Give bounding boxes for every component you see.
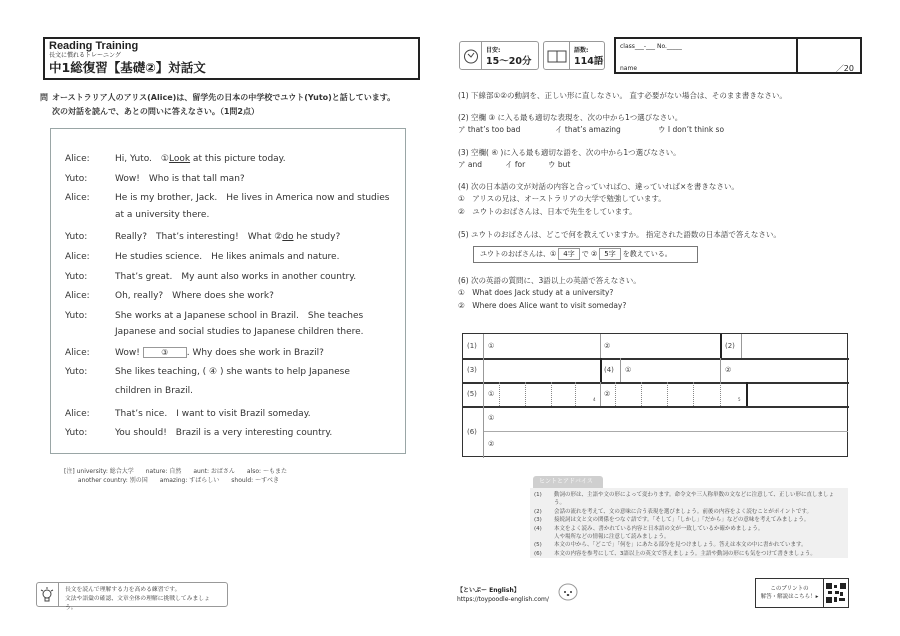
hint-item — [534, 525, 844, 533]
hint-text: 本文の中から、「どこで」「何を」にあたる部分を見つけましょう。答えは本文の中に書かれています。 — [554, 542, 807, 549]
row-6-label: (6) — [467, 428, 477, 436]
dialogue-line — [65, 249, 339, 262]
q5-post: を教えている。 — [622, 250, 672, 258]
dialogue-line — [65, 406, 311, 419]
words-label: 語数: — [574, 46, 589, 54]
q5-mid: で ② — [581, 250, 598, 258]
answer-1-1[interactable]: ① — [488, 342, 495, 350]
answer-3[interactable] — [485, 360, 599, 380]
speaker: Yuto: — [65, 310, 88, 321]
dialogue-line — [65, 229, 340, 242]
question-3: (3) 空欄( ④ )に入る最も適切な語を、次の中から1つ選びなさい。 — [458, 148, 681, 157]
question-1: (1) 下線部①②の動詞を、正しい形に直しなさい。 直す必要がない場合は、そのまま書きなさい。 — [458, 91, 787, 100]
q5-blank-1: 4字 — [558, 248, 579, 260]
line-text: That’s nice. I want to visit Brazil someday. — [115, 408, 311, 419]
vocabulary-notes — [64, 467, 287, 485]
option-a: ア and — [458, 160, 482, 169]
dialogue-line — [65, 386, 193, 396]
dialogue-line — [65, 367, 350, 377]
qr-code-icon[interactable] — [824, 579, 848, 607]
hints-title: ヒントとアドバイス — [533, 476, 603, 488]
option-u: ウ but — [548, 160, 571, 169]
time-label: 目安: — [486, 46, 501, 54]
line-text: Oh, really? Where does she work? — [115, 291, 274, 302]
line-text: Japanese and social studies to Japanese children there. — [115, 327, 364, 338]
speaker: Yuto: — [65, 173, 88, 184]
answer-qr-box[interactable] — [755, 578, 849, 608]
speaker: Alice: — [65, 252, 90, 262]
question-5-template — [473, 246, 698, 263]
line-text: He studies science. He likes animals and nature. — [115, 252, 340, 262]
title-english: Reading Training — [49, 40, 139, 52]
q5-pre: ユウトのおばさんは、① — [480, 250, 557, 258]
hint-text: 人や場所などの情報に注意して読みましょう。 — [554, 534, 670, 541]
answer-sheet — [462, 333, 848, 457]
line-text-post: . Why does she work in Brazil? — [186, 348, 324, 358]
hint-text: 会話の流れを考えて、文の意味に合う表現を選びましょう。前後の内容をよく読むことがポイントです。 — [554, 508, 812, 515]
hint-item — [534, 550, 844, 558]
underlined-verb: do — [282, 232, 294, 243]
answer-4-1[interactable]: ① — [625, 366, 632, 374]
notes-line-1: [注] university: 総合大学 nature: 自然 aunt: おばさん also: ～もまた — [64, 468, 287, 475]
instruction-line-2: 次の対話を読んで、あとの問いに答えなさい。（1問2点） — [52, 107, 259, 116]
title-subtitle: 長文に慣れるトレーニング — [49, 52, 121, 59]
brand-name: 【といぷー English】 — [457, 587, 520, 594]
char-count-5: 5 — [738, 397, 741, 402]
answer-1-2[interactable]: ② — [604, 342, 611, 350]
student-info-box — [614, 37, 862, 74]
answer-5-2[interactable]: ② — [604, 390, 611, 398]
instruction-line-1: オーストラリア人のアリス(Alice)は、留学先の日本の中学校でユウト(Yuto)と話しています。 — [52, 93, 396, 102]
dialogue-line — [65, 210, 209, 220]
speaker: Yuto: — [65, 366, 88, 377]
question-6-item-2: ② Where does Alice want to visit someday? — [458, 301, 627, 310]
row-5-label: (5) — [467, 390, 477, 398]
question-mark: 問 — [40, 93, 48, 102]
answer-5-1[interactable]: ① — [488, 390, 495, 398]
line-text: at a university there. — [115, 209, 210, 220]
question-4-item-1: ① アリスの兄は、オーストラリアの大学で勉強しています。 — [458, 194, 666, 203]
title-box — [43, 37, 420, 80]
answer-4-2[interactable]: ② — [725, 366, 732, 374]
words-value: 114語 — [574, 55, 604, 67]
title-japanese: 中1総復習【基礎②】対話文 — [49, 60, 206, 75]
brand-url[interactable]: https://toypoodle-english.com/ — [457, 596, 549, 603]
line-text: Hi, Yuto. ① — [115, 154, 169, 164]
answer-2[interactable] — [743, 336, 847, 356]
question-6: (6) 次の英語の質問に、3語以上の英語で答えなさい。 — [458, 276, 641, 285]
option-u: ウ I don’t think so — [658, 125, 725, 134]
q5-blank-2: 5字 — [599, 248, 620, 260]
hint-number: (6) — [534, 550, 542, 557]
speaker: Alice: — [65, 408, 90, 419]
line-text: Really? That’s interesting! What ② — [115, 232, 283, 243]
underlined-verb: Look — [168, 154, 191, 164]
notes-line-2: another country: 別の国 amazing: すばらしい should: ～すべき — [64, 477, 279, 484]
dialogue-line — [65, 151, 286, 164]
answer-6-1[interactable]: ① — [488, 414, 495, 422]
line-text-post: he study? — [293, 232, 341, 243]
score-field: ／20 — [835, 64, 854, 73]
qr-line-2: 解答・解説はこちら！▸ — [760, 594, 819, 600]
question-6-item-1: ① What does Jack study at a university? — [458, 288, 614, 297]
row-2-label: (2) — [725, 342, 735, 350]
hint-item — [534, 533, 844, 541]
speaker: Alice: — [65, 154, 90, 164]
line-text: She works at a Japanese school in Brazil. She teaches — [115, 310, 364, 321]
qr-line-1: このプリントの — [770, 586, 809, 592]
hint-text: 接続詞は文と文の関係をつなぐ語です。「そして」「しかし」「だから」などの意味を考えてみましょう。 — [554, 517, 810, 524]
option-a: ア that’s too bad — [458, 125, 521, 134]
line-text: He is my brother, Jack. He lives in America now and studies — [115, 193, 390, 204]
row-3-label: (3) — [467, 366, 477, 374]
speaker: Yuto: — [65, 232, 88, 243]
name-field[interactable]: name — [620, 65, 638, 72]
hint-number: (5) — [534, 542, 542, 549]
line-text: You should! Brazil is a very interesting country. — [115, 428, 333, 439]
question-3-options — [458, 159, 570, 170]
question-2: (2) 空欄 ③ に入る最も適切な表現を、次の中から1つ選びなさい。 — [458, 113, 683, 122]
word-count-box — [543, 41, 605, 70]
tip-box — [36, 582, 228, 611]
line-text: Wow! Who is that tall man? — [115, 173, 245, 184]
hints-box — [530, 488, 848, 558]
dialogue-line — [65, 425, 332, 438]
speaker: Yuto: — [65, 271, 88, 282]
dialogue-line — [65, 327, 364, 337]
hint-item — [534, 516, 844, 524]
dialogue-line — [65, 269, 356, 282]
clock-icon — [460, 42, 482, 69]
time-estimate-box — [459, 41, 539, 70]
poodle-mascot-icon — [555, 582, 581, 606]
row-4-label: (4) — [604, 366, 614, 374]
speaker: Alice: — [65, 291, 90, 302]
hint-number: (1) — [534, 492, 542, 498]
hint-number: (3) — [534, 517, 542, 524]
line-text: That’s great. My aunt also works in another country. — [115, 271, 357, 282]
hint-number: (4) — [534, 525, 542, 532]
dialogue-line — [65, 347, 324, 358]
tip-line-2: 文法や語彙の確認、文章全体の理解に挑戦してみましょう。 — [64, 596, 210, 611]
tip-line-1: 長文を読んで理解する力を高める練習です。 — [64, 587, 181, 593]
instruction — [40, 91, 395, 119]
question-2-options — [458, 124, 724, 135]
hint-item — [534, 491, 844, 508]
hint-item — [534, 541, 844, 549]
lightbulb-icon — [37, 583, 59, 606]
book-icon — [544, 42, 570, 69]
hint-text: 本文の内容を参考にして、3語以上の英文で答えましょう。主語や動詞の形にも気をつけて書きましょう。 — [554, 550, 816, 557]
speaker: Alice: — [65, 193, 90, 204]
hint-item — [534, 508, 844, 516]
dialogue-line — [65, 288, 274, 301]
hint-number: (2) — [534, 508, 542, 515]
dialogue-line — [65, 308, 363, 321]
question-4: (4) 次の日本語の文が対話の内容と合っていれば○、違っていれば×を書きなさい。 — [458, 182, 739, 191]
line-text-post: at this picture today. — [190, 154, 286, 164]
question-5: (5) ユウトのおばさんは、どこで何を教えていますか。 指定された語数の日本語で答えなさい。 — [458, 230, 781, 239]
answer-6-2[interactable]: ② — [488, 440, 495, 448]
speaker: Yuto: — [65, 428, 88, 439]
line-text: children in Brazil. — [115, 386, 194, 397]
brand — [457, 586, 549, 604]
line-text: Wow! — [115, 348, 143, 358]
option-i: イ that’s amazing — [555, 125, 621, 134]
blank-3: ③ — [143, 347, 187, 358]
dialogue-line — [65, 171, 245, 184]
question-4-item-2: ② ユウトのおばさんは、日本で先生をしています。 — [458, 207, 637, 216]
class-number-field[interactable]: class___-___ No._____ — [620, 43, 682, 50]
row-1-label: (1) — [467, 342, 477, 350]
dialogue-passage — [50, 128, 406, 454]
dialogue-line — [65, 190, 390, 203]
hint-number — [534, 533, 554, 541]
option-i: イ for — [505, 160, 526, 169]
hint-text: 動詞の形は、主語や文の形によって変わります。命令文や三人称単数の文などに注意して、正しい形に直しましょう。 — [554, 492, 834, 507]
time-value: 15〜20分 — [486, 55, 532, 67]
char-count-4: 4 — [593, 397, 596, 402]
hint-text: 本文をよく読み、書かれている内容と日本語の文が一致しているか確かめましょう。 — [554, 525, 764, 532]
speaker: Alice: — [65, 348, 90, 358]
line-text: She likes teaching, ( ④ ) she wants to help Japanese — [115, 366, 350, 377]
